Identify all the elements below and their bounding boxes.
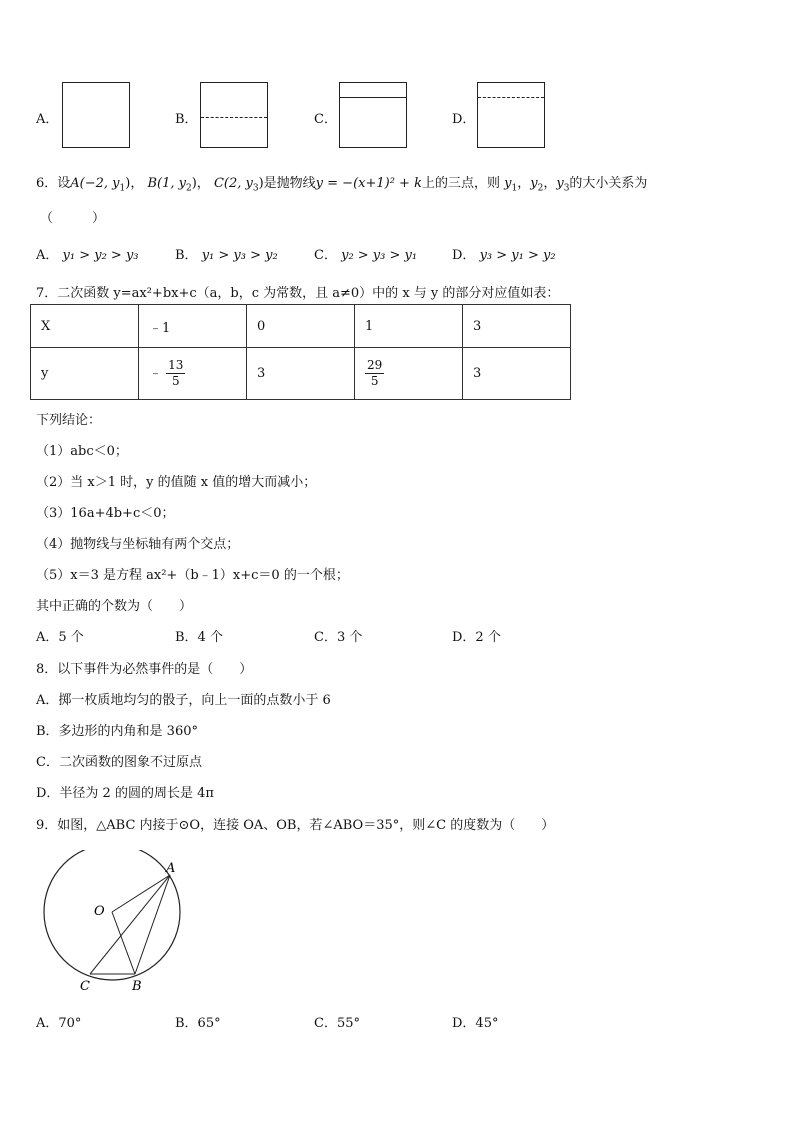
q9-option-a: A．70°: [36, 1016, 82, 1031]
q7-stem: 7．二次函数 y=ax²+bx+c（a，b，c 为常数，且 a≠0）中的 x 与 y 的部分对应值如表：: [36, 286, 560, 301]
q9-stem: 9．如图，△ABC 内接于⊙O，连接 OA、OB，若∠ABO＝35°，则∠C 的度数为（ ）: [36, 818, 555, 833]
q5-option-b-figure: [200, 82, 268, 148]
q8-option-c: C．二次函数的图象不过原点: [36, 755, 202, 770]
q6-equation: y = −(x+1)² + k: [315, 176, 422, 191]
q9-option-d: D．45°: [452, 1016, 499, 1031]
solid-fold-line: [340, 97, 406, 98]
q5-option-a-label: A．: [36, 112, 59, 127]
q6-point-c: C(2, y: [213, 176, 253, 191]
q9-option-c: C．55°: [314, 1016, 360, 1031]
label-b: B: [132, 979, 142, 994]
q7-option-a: A．5 个: [36, 630, 84, 645]
table-cell: y: [31, 348, 139, 400]
subscript: 3: [563, 183, 570, 194]
q7-conclusion-5: （5）x＝3 是方程 ax²+（b﹣1）x+c＝0 的一个根；: [36, 568, 349, 583]
table-cell: ﹣1: [139, 305, 247, 348]
q5-option-b-label: B．: [175, 112, 198, 127]
label-o: O: [94, 904, 105, 919]
q6-point-a: A(−2, y: [70, 176, 120, 191]
q5-option-c-label: C．: [314, 112, 337, 127]
q5-option-d-figure: [477, 82, 545, 148]
q6-prefix: 6．设: [36, 176, 71, 191]
segment-oa: [112, 875, 170, 912]
table-cell: 0: [247, 305, 355, 348]
q7-conclusion-1: （1）abc＜0；: [36, 444, 128, 459]
segment-ab: [135, 875, 170, 974]
subscript: 3: [252, 183, 259, 194]
table-cell: 1: [355, 305, 463, 348]
q7-conclusion-4: （4）抛物线与坐标轴有两个交点；: [36, 537, 240, 552]
label-c: C: [80, 979, 90, 994]
dashed-fold-line: [478, 97, 544, 98]
q9-circle-figure: [36, 850, 196, 1000]
q6-answer-paren: （ ）: [40, 211, 106, 226]
subscript: 1: [511, 183, 518, 194]
fraction: $\frac{29}{5}$: [367, 358, 383, 388]
table-cell-fraction: [355, 348, 463, 400]
q6-suffix: 上的三点，则: [421, 176, 500, 191]
fraction: $\frac{13}{5}$: [168, 358, 184, 388]
subscript: 1: [119, 183, 126, 194]
q8-option-a: A．掷一枚质地均匀的骰子，向上一面的点数小于 6: [36, 693, 331, 708]
q6-option-d: D． y₃ > y₁ > y₂: [452, 248, 556, 263]
table-row: [31, 348, 571, 400]
dashed-fold-line: [201, 117, 267, 118]
table-cell: 3: [463, 305, 571, 348]
sign: ﹣: [149, 366, 163, 381]
table-cell-fraction: [139, 348, 247, 400]
q7-conclusion-2: （2）当 x＞1 时，y 的值随 x 值的增大而减小；: [36, 475, 317, 490]
circle-o: [44, 850, 180, 980]
q6-option-b: B． y₁ > y₃ > y₂: [175, 248, 278, 263]
q7-conclusion-3: （3）16a+4b+c＜0；: [36, 506, 175, 521]
q5-option-d-label: D．: [452, 112, 476, 127]
q7-option-b: B．4 个: [175, 630, 223, 645]
q7-intro: 下列结论：: [36, 413, 102, 428]
table-row: [31, 305, 571, 348]
q9-option-b: B．65°: [175, 1016, 221, 1031]
q6-tail: 的大小关系为: [569, 176, 648, 191]
q8-option-d: D．半径为 2 的圆的周长是 4π: [36, 786, 214, 801]
q8-option-b: B．多边形的内角和是 360°: [36, 724, 198, 739]
q5-option-c-figure: [339, 82, 407, 148]
q6-option-c: C． y₂ > y₃ > y₁: [314, 248, 418, 263]
q6-option-a: A． y₁ > y₂ > y₃: [36, 248, 139, 263]
subscript: 2: [537, 183, 544, 194]
table-cell: 3: [247, 348, 355, 400]
q6-stem: 6．设A(−2, $y_1$)， B(1, $y_2$)， C(2, $y_3$)是抛物线y = −(x+1)² + k上的三点，则 $y_1$，$y_2$，$y_3$的大小关系为: [36, 176, 648, 194]
label-a: A: [166, 861, 176, 876]
q8-stem: 8．以下事件为必然事件的是（ ）: [36, 662, 253, 677]
q6-mid: 是抛物线: [263, 176, 316, 191]
q7-value-table: [30, 304, 571, 400]
table-cell: 3: [463, 348, 571, 400]
q7-option-d: D．2 个: [452, 630, 501, 645]
table-cell: X: [31, 305, 139, 348]
q6-point-b: B(1, y: [147, 176, 186, 191]
q7-option-c: C．3 个: [314, 630, 363, 645]
subscript: 2: [185, 183, 192, 194]
q7-question: 其中正确的个数为（ ）: [36, 599, 193, 614]
q5-option-a-figure: [62, 82, 130, 148]
